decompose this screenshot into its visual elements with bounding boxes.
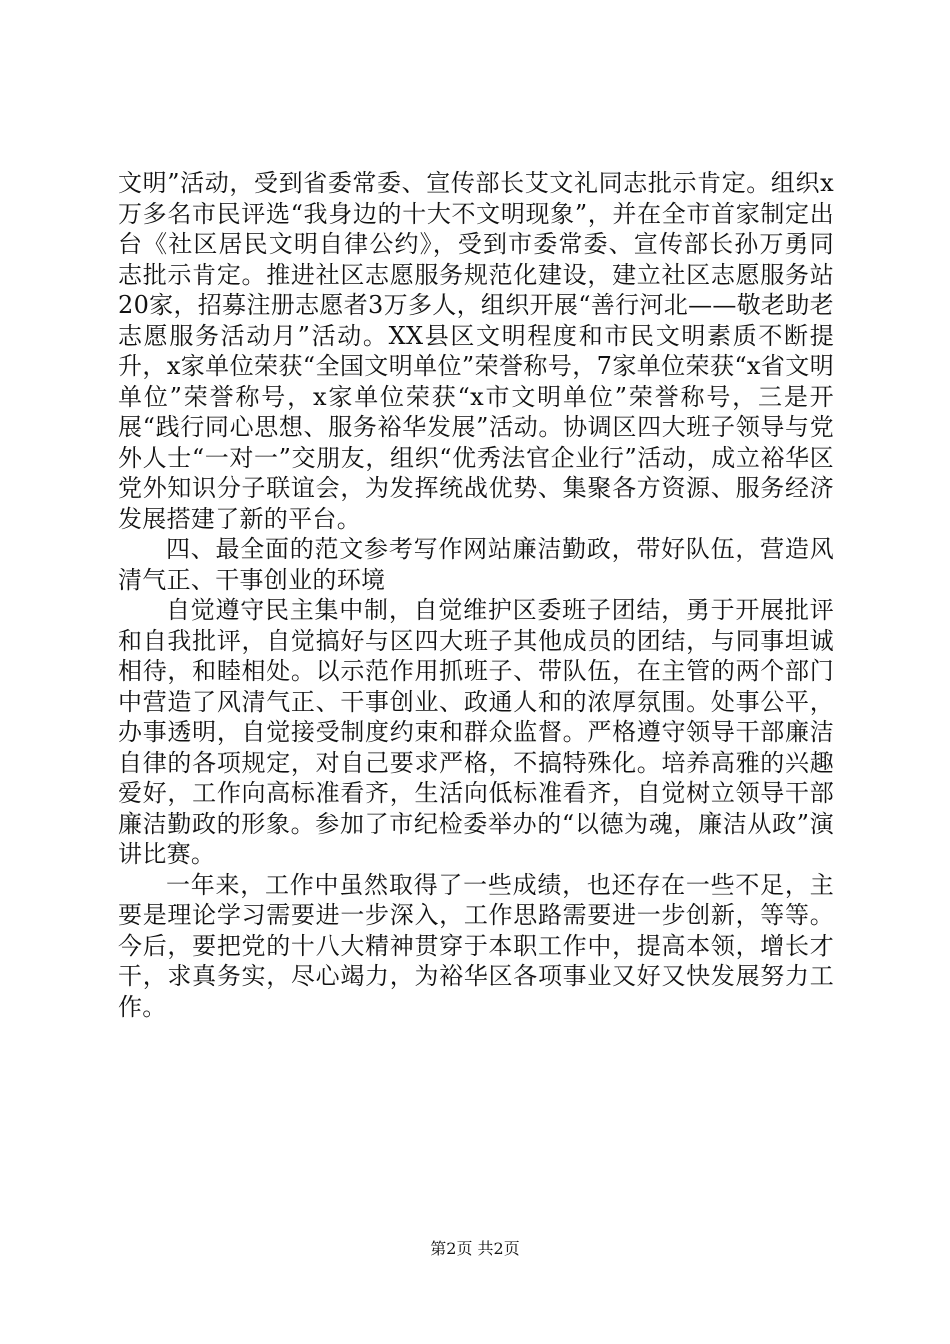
section-heading-4: 四、最全面的范文参考写作网站廉洁勤政，带好队伍，营造风清气正、干事创业的环境 [118, 535, 834, 594]
paragraph-1: 文明”活动，受到省委常委、宣传部长艾文礼同志批示肯定。组织x万多名市民评选“我身边的十大不文明现象”，并在全市首家制定出台《社区居民文明自律公约》，受到市委常委、宣传部长孙万勇同志批示肯定。推进社区志愿服务规范化建设，建立社区志愿服务站20家，招募注册志愿者3万多人，组织开展“善行河北——敬老助老志愿服务活动月”活动。XX县区文明程度和市民文明素质不断提升，x家单位荣获“全国文明单位”荣誉称号，7家单位荣获“x省文明单位”荣誉称号，x家单位荣获“x市文明单位”荣誉称号，三是开展“践行同心思想、服务裕华发展”活动。协调区四大班子领导与党外人士“一对一”交朋友，组织“优秀法官企业行”活动，成立裕华区党外知识分子联谊会，为发挥统战优势、集聚各方资源、服务经济发展搭建了新的平台。 [118, 169, 834, 533]
document-body [118, 168, 834, 1022]
page-number-footer: 第2页 共2页 [430, 1239, 520, 1258]
paragraph-3: 自觉遵守民主集中制，自觉维护区委班子团结，勇于开展批评和自我批评，自觉搞好与区四大班子其他成员的团结，与同事坦诚相待，和睦相处。以示范作用抓班子、带队伍，在主管的两个部门中营造了风清气正、干事创业、政通人和的浓厚氛围。处事公平，办事透明，自觉接受制度约束和群众监督。严格遵守领导干部廉洁自律的各项规定，对自己要求严格，不搞特殊化。培养高雅的兴趣爱好，工作向高标准看齐，生活向低标准看齐，自觉树立领导干部廉洁勤政的形象。参加了市纪检委举办的“以德为魂，廉洁从政”演讲比赛。 [118, 596, 834, 868]
paragraph-4: 一年来，工作中虽然取得了一些成绩，也还存在一些不足，主要是理论学习需要进一步深入，工作思路需要进一步创新，等等。今后，要把党的十八大精神贯穿于本职工作中，提高本领，增长才干，求真务实，尽心竭力，为裕华区各项事业又好又快发展努力工作。 [118, 870, 834, 1021]
